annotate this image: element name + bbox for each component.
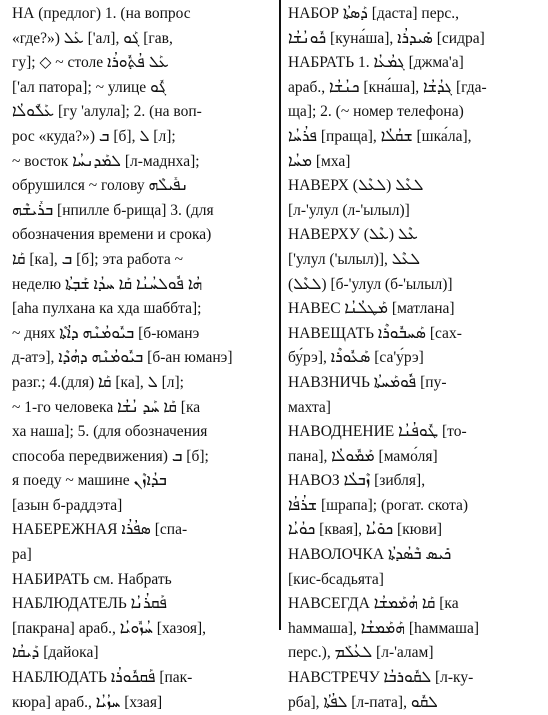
entry-line: пана], ܡܰܡܽܘܠܳܐ [мамо́ля] [288,447,438,465]
entry-line: НАБЕРЕЖНАЯ ܣܦܳܪܳܐ [спа- [12,521,188,539]
entry-line: обозначения времени и срока) [12,226,212,244]
entry-line: ['улул ('ылыл)], ܠܥܶܠ [288,250,420,268]
entry-line: ܕܰܝܩܳܐ [дайока] [12,644,99,662]
entry-line: НАБОР ܕܰܣܬܳܐ [даста] перс., [288,5,459,22]
entry-line: НАВСТРЕЧУ ܠܩܽܘܪܒܳܐ [л-ку- [288,669,474,687]
entry-line: [пакрана] араб., ܚܳܙܽܘܝܳܐ [хазоя], [12,619,207,637]
entry-line: кюра] араб., ܚܙܳܝܳܐ [хзая] [12,693,163,711]
entry-line: араб., ܟܢܳܫܳܐ [кна́ша], ܓܕܳܫܳܐ [гда- [288,78,487,96]
entry-line: ܟܽܘܢܳܫܳܐ [куна́ша], ܣܺܝܕܪܳܐ [сидра] [288,29,485,47]
entry-line: способа передвижения) ܒ [б]; [12,447,209,465]
entry-line: ܒܪܺܝܫܶܗ [нпилле б-рища] 3. (для [12,201,214,219]
entry-line: [азын б-раддэта] [12,496,123,514]
entry-line: ~ днях ܒܝܽܘܡܳܢܶܗ ܕܐܳܬܶܐ [б-юманэ [12,324,200,342]
entry-line: я поеду ~ машине ܒܕܳܐܙܶܢ [12,472,167,490]
entry-line: НАВЗНИЧЬ ܦܽܘܡܰܚܬܳܐ [пу- [288,373,447,391]
entry-line: махта] [288,398,331,416]
entry-line: перс.), ܠܥܳܠܰܡ [л-'алам] [288,644,434,662]
entry-line: «где?») ܥܰܠ ['ал], ܓܰܘ [гав, [12,29,173,47]
entry-line: НАВСЕГДА ܩܰܐ ܗܳܡܰܡܫܳܐ [ка [288,595,459,613]
entry-line: рба], ܠܦܳܬܳܐ [л-пата], ܠܩܽܘ [288,693,438,711]
entry-line: НАБЛЮДАТЬ ܦܰܩܟܽܘܪܳܐ [пак- [12,669,193,687]
entry-line: рос «куда?») ܒ [б], ܠ [л]; [12,127,176,145]
entry-line: ~ восток ܠܡܰܕܢܚܳܐ [л-маднха]; [12,152,200,170]
entry-line: ܩܰܐ [ка], ܒ [б]; эта работа ~ [12,250,184,268]
entry-line: (ܠܥܶܠ) [б-'улул (б-'ылыл)] [288,275,453,293]
entry-line: обрушился ~ голову ܢܦܺܝܠܶܗ [12,177,189,195]
entry-line: НАБИРАТЬ см. Набрать [12,570,172,588]
entry-line: д-атэ], ܒܝܽܘܡܳܢܶܗ ܕܗܳܕܶܐ [б-ан юманэ] [12,349,233,367]
entry-line: ~ 1-го человека ܩܰܐ ܚܰܕ ܢܳܫܳܐ [ка [12,398,201,416]
left-column [12,2,274,711]
entry-line: ܦܪܳܚܳܐ [праща], ܫܩܳܠܳܐ [шка́ла], [288,127,472,145]
entry-line: НАВОЗ ܙܶܒܠܳܐ [зибля], [288,472,426,490]
entry-line: ܫܪܳܦܳܐ [шрапа]; (рогат. скота) [288,496,469,514]
entry-line: НАВЕС ܡܰܛܠܳܢܳܐ [матлана] [288,300,455,318]
entry-line: гу]; ◇ ~ столе ܥܰܠ ܦܳܬ̣ܽܘܪܳܐ [12,54,169,72]
entry-line: НАВЕРХ ܠܥܶܠ (ܠܥܶܠ) [288,177,424,195]
entry-line: ща]; 2. (~ номер телефона) [288,103,464,121]
entry-line: НАБРАТЬ 1. ܓܡܳܥܳܐ [джма'а] [288,54,464,72]
entry-line: НАВЕЩАТЬ ܣܰܚܒܽܘܪܶܐ [сах- [288,324,462,342]
entry-line: ܥܰܠܽܘܠܳܐ [гу 'алула]; 2. (на воп- [12,103,202,121]
column-divider [279,0,281,630]
entry-line: [л-'улул (л-'ылыл)] [288,201,410,219]
right-column [288,2,544,711]
entry-line: [аhа пулхана ка хда шаббта]; [12,300,202,318]
entry-line: hаммаша], ܗܰܡܰܡܫܳܐ [hаммаша] [288,619,480,637]
entry-line: НАВОДНЕНИЕ ܛܽܘܦܳܢܳܐ [то- [288,423,467,441]
entry-line: НАВЕРХУ ܥܶܠ (ܥܶܠ) [288,226,418,244]
entry-line: ха наша]; 5. (для обозначения [12,423,208,441]
entry-line: ['ал патора]; ~ улице ܓܽܘ [12,78,167,96]
entry-line: ܟܘܳܝܳܐ [квая], ܟܘܺܝܳܐ [кюви] [288,521,443,539]
entry-line: ܡܚܳܐ [мха] [288,152,351,170]
entry-line: неделю ܗܳܐ ܦܽܘܠܚܳܢܳܐ ܩܰܐ ܚܕܳܐ ܫܰܒ̣ܬܳܐ [12,275,203,293]
entry-line: НА (предлог) 1. (на вопрос [12,5,191,22]
entry-line: бу́рэ], ܣܰܥܽܘܪܶܐ [са'у́рэ] [288,349,424,367]
entry-line: ра] [12,546,32,564]
entry-line: НАВОЛОЧКА ܟܺܝܣ ܒܶܣܳܕܬܳܐ [288,546,452,564]
entry-line: разг.; 4.(для) ܩܰܐ [ка], ܠ [л]; [12,373,184,391]
entry-line: [кис-бсадьята] [288,570,384,588]
entry-line: НАБЛЮДАТЕЛЬ ܦܰܩܪܳܢܳܐ [12,595,167,613]
